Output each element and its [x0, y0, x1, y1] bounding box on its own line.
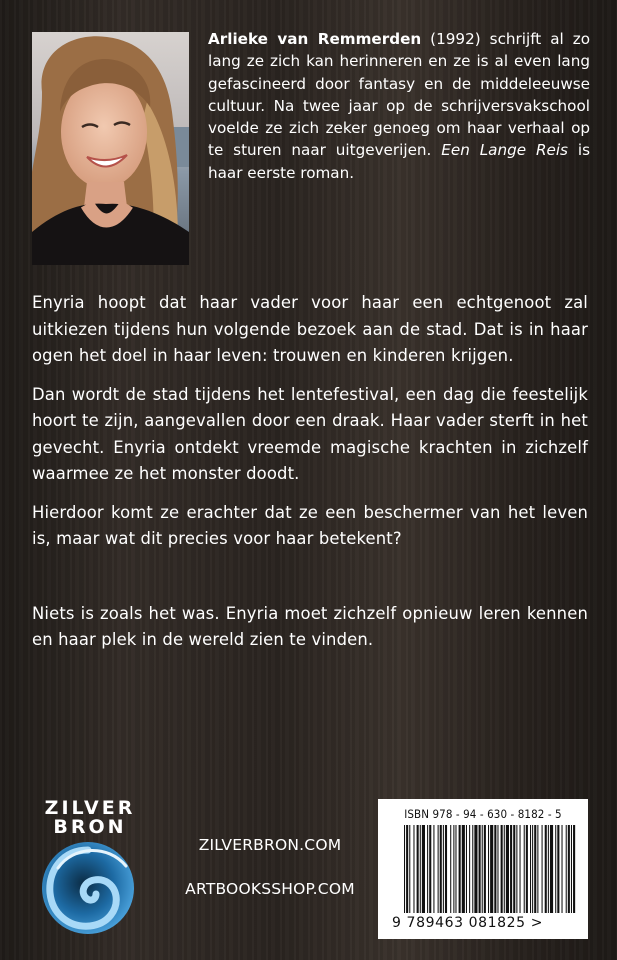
blurb-paragraph-3: Hierdoor komt ze erachter dat ze een beschermer van het leven is, maar wat dit precies voor haar betekent? [32, 502, 588, 548]
blurb-paragraph-1: Enyria hoopt dat haar vader voor haar een echtgenoot zal uitkiezen tijdens hun volgende bezoek aan de stad. Dat is in haar ogen het doel in haar leven: trouwen en kinderen krijgen. [32, 293, 588, 365]
barcode-digits: 9 789463 081825 > [392, 915, 544, 931]
author-name: Arlieke van Remmerden [208, 30, 422, 48]
website-artbooksshop[interactable]: ARTBOOKSSHOP.COM [185, 880, 355, 898]
author-photo [32, 32, 189, 265]
book-title: Een Lange Reis [441, 141, 568, 160]
logo-text-bron: BRON [53, 816, 127, 838]
book-blurb [32, 290, 588, 666]
blurb-paragraph-4: Niets is zoals het was. Enyria moet zichzelf opnieuw leren kennen en haar plek in de wereld zien te vinden. [32, 603, 588, 649]
swirl-logo-icon [38, 838, 138, 938]
bio-text-end: is haar eerste roman. [208, 141, 590, 182]
author-bio [208, 28, 590, 184]
blurb-paragraph-2: Dan wordt de stad tijdens het lentefestival, een dag die feestelijk hoort te zijn, aangevallen door een draak. Haar vader sterft in het gevecht. Enyria ontdekt vreemde magische krachten in zichzelf waarmee ze het monster doodt. [32, 384, 588, 483]
logo-text-zilver: ZILVER [44, 797, 136, 819]
website-zilverbron[interactable]: ZILVERBRON.COM [198, 836, 342, 854]
bio-text: (1992) schrijft al zo lang ze zich kan herinneren en ze is al even lang gefascineerd door fantasy en de middeleeuwse cultuur. Na twee jaar op de schrijversvakschool voelde ze zich zeker genoeg om haar verhaal op te sturen naar uitgeverijen. [208, 30, 590, 160]
isbn-label: ISBN 978 - 94 - 630 - 8182 - 5 [404, 807, 562, 821]
isbn-barcode [378, 799, 588, 939]
